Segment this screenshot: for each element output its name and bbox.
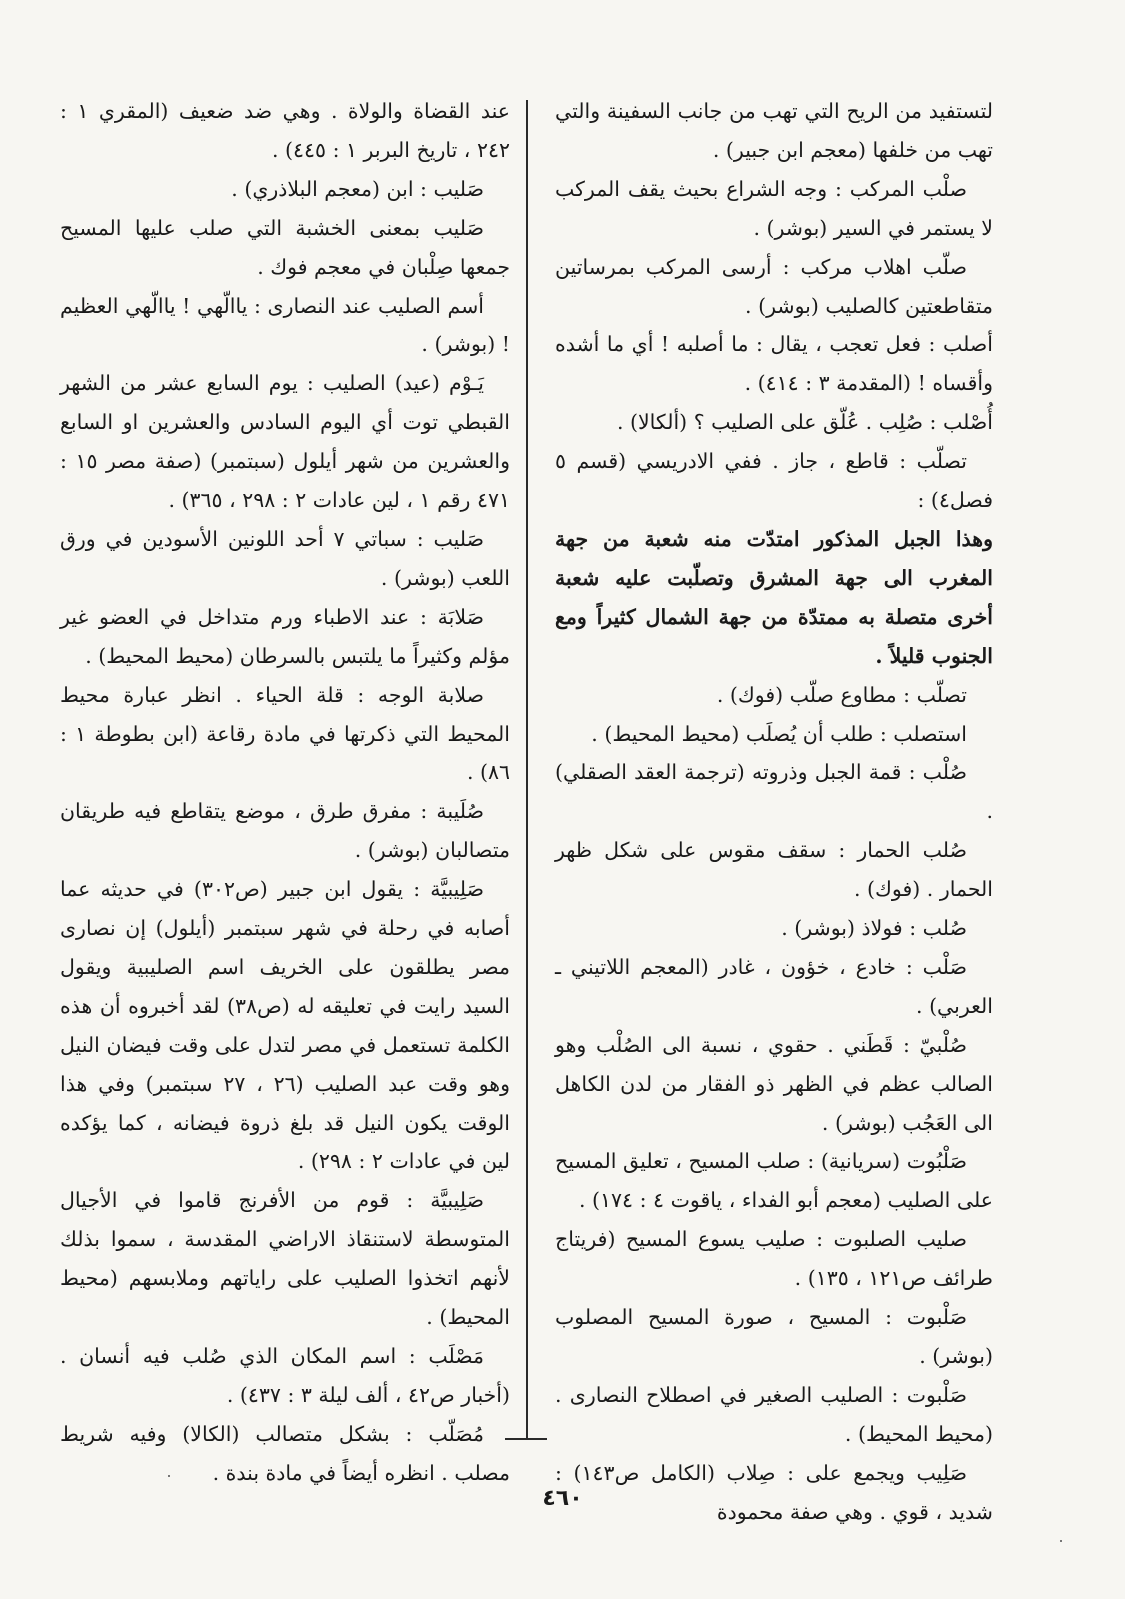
column-divider-end-mark (505, 1438, 547, 1440)
dictionary-entry: صَلِيب ويجمع على : صِلاب (الكامل ص١٤٣) : شديد ، قوي . وهي صفة محمودة (555, 1460, 993, 1524)
dictionary-entry: أصلب : فعل تعجب ، يقال : ما أصلبه ! أي ما أشده وأقساه ! (المقدمة ٣ : ٤١٤) . (555, 332, 993, 396)
dictionary-entry: صُلَيبة : مفرق طرق ، موضع يتقاطع فيه طريقان متصالبان (بوشر) . (60, 799, 510, 863)
column-divider (526, 100, 528, 1440)
dictionary-entry: أُصْلب : صُلِب . عُلّق على الصليب ؟ (ألكالا) . (616, 410, 993, 435)
dictionary-entry: لتستفيد من الريح التي تهب من جانب السفينة والتي تهب من خلفها (معجم ابن جبير) . (555, 99, 993, 162)
dictionary-entry: صَلِيبيَّة : يقول ابن جبير (ص٣٠٢) في حديثه عما أصابه في رحلة في شهر سبتمبر (أيلول) إن نصارى مصر يطلقون على الخريف اسم الصليبية ويقول السيد رايت في تعليقه له (ص٣٨) لقد أخبروه أن هذه الكلمة تستعمل في مصر لتدل على وقت فيضان النيل وهو وقت عبد الصليب (٢٦ ، ٢٧ سبتمبر) وفي هذا الوقت يكون النيل قد بلغ ذروة فيضانه ، كما يؤكده لين في عادات ٢ : ٢٩٨) . (60, 877, 510, 1174)
dictionary-entry: استصلب : طلب أن يُصلَب (محيط المحيط) . (591, 721, 967, 746)
dictionary-entry: صَلْبوت : الصليب الصغير في اصطلاح النصارى . (محيط المحيط) . (555, 1382, 993, 1446)
dictionary-entry: صليب الصلبوت : صليب يسوع المسيح (فريتاج طرائف ص١٢١ ، ١٣٥) . (555, 1227, 993, 1291)
dictionary-entry: مَصْلَب : اسم المكان الذي صُلب فيه أنسان . (أخبار ص٤٢ ، ألف ليلة ٣ : ٤٣٧) . (60, 1344, 510, 1407)
dictionary-entry: تصلّب : قاطع ، جاز . ففي الادريسي (قسم ٥ فصل٤) : (555, 449, 993, 513)
dictionary-entry: صَليب بمعنى الخشبة التي صلب عليها المسيح جمعها صِلْبان في معجم فوك . (60, 215, 510, 279)
dictionary-entry: صلّب اهلاب مركب : أرسى المركب بمرساتين متقاطعتين كالصليب (بوشر) . (555, 254, 993, 318)
dictionary-entry: صلابة الوجه : قلة الحياء . انظر عبارة محيط المحيط التي ذكرتها في مادة رقاعة (ابن بطوطة ١ : ٨٦) . (60, 682, 510, 785)
dictionary-entry: تصلّب : مطاوع صلّب (فوك) . (716, 682, 967, 707)
dictionary-entry: صَلِيبيَّة : قوم من الأفرنج قاموا في الأجيال المتوسطة لاستنقاذ الاراضي المقدسة ، سموا بذلك لأنهم اتخذوا الصليب على راياتهم وملابسهم (محيط المحيط) . (60, 1188, 510, 1330)
dictionary-entry: عند القضاة والولاة . وهي ضد ضعيف (المقري ١ : ٢٤٢ ، تاريخ البربر ١ : ٤٤٥) . (60, 99, 510, 162)
dictionary-entry: صَليب : سباتي ٧ أحد اللونين الأسودين في ورق اللعب (بوشر) . (60, 526, 510, 590)
scan-speck (168, 1475, 170, 1477)
dictionary-entry: مُصَلّب : بشكل متصالب (الكالا) وفيه شريط مصلب . انظره أيضاً في مادة بندة . (60, 1421, 510, 1485)
dictionary-entry: صَلْبوت : المسيح ، صورة المسيح المصلوب (بوشر) . (555, 1305, 993, 1368)
dictionary-entry: يَـوْم (عيد) الصليب : يوم السابع عشر من الشهر القبطي توت أي اليوم السادس والعشرين او السابع والعشرين من شهر أيلول (سبتمبر) (صفة مصر ١٥ : ٤٧١ رقم ١ ، لين عادات ٢ : ٢٩٨ ، ٣٦٥) . (60, 371, 510, 513)
dictionary-entry: صلْب المركب : وجه الشراع بحيث يقف المركب لا يستمر في السير (بوشر) . (555, 176, 993, 240)
dictionary-entry: صَلْب : خادع ، خؤون ، غادر (المعجم اللاتيني ـ العربي) . (555, 954, 993, 1018)
dictionary-entry: صُلْبيّ : قَطَني . حقوي ، نسبة الى الصُلْب وهو الصالب عظم في الظهر ذو الفقار من لدن الكاهل الى العَجُب (بوشر) . (555, 1032, 993, 1135)
dictionary-entry: صُلْب : قمة الجبل وذروته (ترجمة العقد الصقلي) . (555, 760, 993, 824)
dictionary-entry: صَلابَة : عند الاطباء ورم متداخل في العضو غير مؤلم وكثيراً ما يلتبس بالسرطان (محيط المحيط) . (60, 604, 510, 668)
scan-speck (1060, 1540, 1062, 1542)
page-number: ٤٦٠ (542, 1486, 583, 1511)
dictionary-entry: صُلب الحمار : سقف مقوس على شكل ظهر الحمار . (فوك) . (555, 838, 993, 902)
dictionary-entry: أسم الصليب عند النصارى : ياالّهي ! ياالّهي العظيم ! (بوشر) . (60, 293, 510, 357)
left-column (60, 92, 510, 1493)
dictionary-entry: وهذا الجبل المذكور امتدّت منه شعبة من جهة المغرب الى جهة المشرق وتصلّبت عليه شعبة أخرى متصلة به ممتدّة من جهة الشمال كثيراً ومع الجنوب قليلاً . (555, 526, 993, 668)
dictionary-entry: صُلب : فولاذ (بوشر) . (781, 916, 967, 941)
dictionary-entry: صَلْبُوت (سريانية) : صلب المسيح ، تعليق المسيح على الصليب (معجم أبو الفداء ، ياقوت ٤ : ١٧٤) . (555, 1149, 993, 1213)
right-column (555, 92, 993, 1532)
dictionary-entry: صَليب : ابن (معجم البلاذري) . (231, 176, 484, 201)
